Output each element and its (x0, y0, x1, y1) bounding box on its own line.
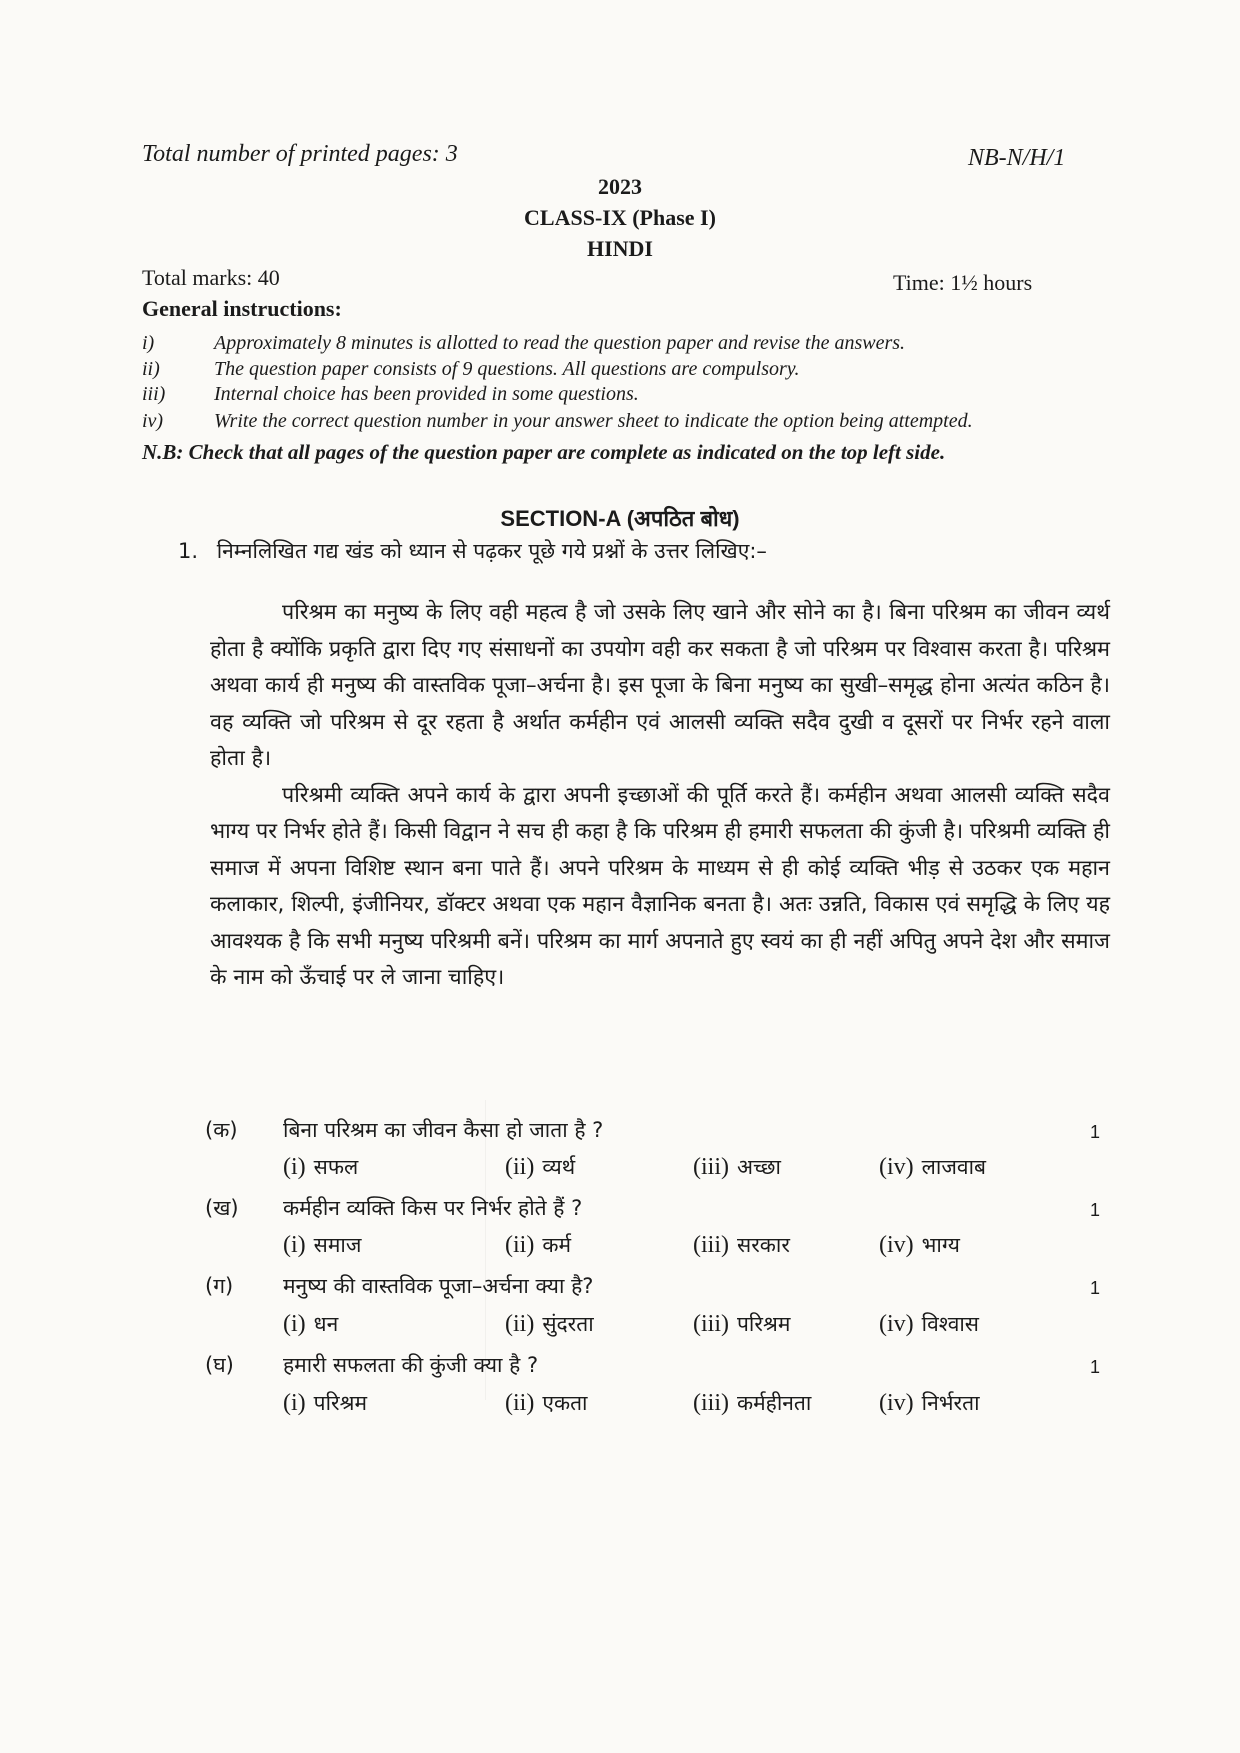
option-text: कर्महीनता (737, 1391, 812, 1415)
instruction-number: i) (142, 332, 155, 354)
total-marks: Total marks: 40 (142, 265, 280, 290)
time-allowed: Time: 1½ hours (893, 270, 1033, 295)
option (283, 1389, 367, 1417)
paper-code: NB-N/H/1 (968, 145, 1066, 171)
option-number: (i) (283, 1154, 306, 1180)
option-number: (ii) (505, 1232, 535, 1258)
option-number: (iv) (879, 1390, 914, 1416)
option-text: समाज (313, 1233, 362, 1257)
option-number: (iv) (879, 1154, 914, 1180)
instruction-number: ii) (142, 358, 160, 380)
option (283, 1231, 361, 1259)
option-text: भाग्य (921, 1233, 960, 1257)
option (283, 1310, 338, 1338)
instruction-text: Approximately 8 minutes is allotted to read the question paper and revise the answers. (214, 332, 906, 354)
exam-subject: HINDI (586, 236, 653, 261)
option (505, 1153, 575, 1181)
sub-question-label: (ग) (205, 1274, 234, 1298)
instruction-text: Write the correct question number in your answer sheet to indicate the option being attempted. (214, 410, 973, 432)
option (879, 1389, 980, 1417)
marks-value: 1 (1090, 1200, 1101, 1220)
option-text: अच्छा (737, 1155, 781, 1179)
option (879, 1153, 986, 1181)
option (283, 1153, 358, 1181)
option-text: धन (313, 1312, 339, 1336)
option-number: (iv) (879, 1232, 914, 1258)
question-text: निम्नलिखित गद्य खंड को ध्यान से पढ़कर पूछे गये प्रश्नों के उत्तर लिखिए:– (216, 539, 767, 563)
option (505, 1389, 587, 1417)
nb-note: N.B: Check that all pages of the question paper are complete as indicated on the top left side. (142, 440, 946, 464)
sub-question-text: हमारी सफलता की कुंजी क्या है ? (283, 1353, 539, 1377)
marks-value: 1 (1090, 1278, 1101, 1298)
option-number: (ii) (505, 1154, 535, 1180)
reading-passage (210, 595, 1110, 997)
option-text: सरकार (737, 1233, 790, 1257)
option (693, 1231, 790, 1259)
sub-question-text: बिना परिश्रम का जीवन कैसा हो जाता है ? (283, 1118, 604, 1142)
question-number: 1. (178, 539, 199, 563)
option-number: (i) (283, 1390, 306, 1416)
option-number: (iii) (693, 1232, 729, 1258)
instruction-number: iv) (142, 410, 164, 432)
marks-value: 1 (1090, 1122, 1101, 1142)
exam-year: 2023 (598, 174, 642, 199)
option-text: सफल (313, 1155, 359, 1179)
option-text: परिश्रम (737, 1312, 791, 1336)
option (505, 1310, 594, 1338)
question-1 (178, 537, 767, 565)
option-text: विश्वास (921, 1312, 980, 1336)
instruction-text: The question paper consists of 9 questions. All questions are compulsory. (214, 358, 800, 380)
option (879, 1310, 979, 1338)
option (693, 1153, 781, 1181)
sub-question-text: कर्महीन व्यक्ति किस पर निर्भर होते हैं ? (283, 1196, 583, 1220)
option (879, 1231, 960, 1259)
option-number: (iv) (879, 1311, 914, 1337)
scan-fold-line (485, 1100, 486, 1400)
instructions-title: General instructions: (142, 296, 342, 321)
option (693, 1310, 790, 1338)
instruction-number: iii) (142, 383, 166, 405)
instruction-text: Internal choice has been provided in some questions. (214, 383, 639, 405)
option-text: एकता (542, 1391, 588, 1415)
option-number: (iii) (693, 1311, 729, 1337)
exam-class: CLASS-IX (Phase I) (524, 205, 716, 230)
sub-question-label: (ख) (205, 1196, 239, 1220)
sub-question-text: मनुष्य की वास्तविक पूजा–अर्चना क्या है? (283, 1274, 594, 1298)
option-text: कर्म (542, 1233, 572, 1257)
marks-value: 1 (1090, 1357, 1101, 1377)
option (693, 1389, 811, 1417)
option-number: (iii) (693, 1154, 729, 1180)
sub-question-label: (क) (205, 1118, 238, 1142)
passage-paragraph: परिश्रमी व्यक्ति अपने कार्य के द्वारा अपनी इच्छाओं की पूर्ति करते हैं। कर्महीन अथवा आलसी व्यक्ति सदैव भाग्य पर निर्भर होते हैं। किसी विद्वान ने सच ही कहा है कि परिश्रम ही हमारी सफलता की कुंजी है। परिश्रमी व्यक्ति ही समाज में अपना विशिष्ट स्थान बना पाते हैं। अपने परिश्रम के माध्यम से ही कोई व्यक्ति भीड़ से उठकर एक महान कलाकार, शिल्पी, इंजीनियर, डॉक्टर अथवा एक महान वैज्ञानिक बनता है। अतः उन्नति, विकास एवं समृद्धि के लिए यह आवश्यक है कि सभी मनुष्य परिश्रमी बनें। परिश्रम का मार्ग अपनाते हुए स्वयं का ही नहीं अपितु अपने देश और समाज के नाम को ऊँचाई पर ले जाना चाहिए। (210, 782, 1110, 990)
section-title: SECTION-A (अपठित बोध) (500, 506, 740, 531)
option (505, 1231, 571, 1259)
option-text: निर्भरता (921, 1391, 980, 1415)
option-number: (ii) (505, 1311, 535, 1337)
sub-question-label: (घ) (205, 1353, 234, 1377)
option-text: परिश्रम (313, 1391, 368, 1415)
passage-paragraph: परिश्रम का मनुष्य के लिए वही महत्व है जो उसके लिए खाने और सोने का है। बिना परिश्रम का जीवन व्यर्थ होता है क्योंकि प्रकृति द्वारा दिए गए संसाधनों का उपयोग वही कर सकता है जो परिश्रम पर विश्वास करता है। परिश्रम अथवा कार्य ही मनुष्य की वास्तविक पूजा–अर्चना है। इस पूजा के बिना मनुष्य का सुखी–समृद्ध होना अत्यंत कठिन है। वह व्यक्ति जो परिश्रम से दूर रहता है अर्थात कर्महीन एवं आलसी व्यक्ति सदैव दुखी व दूसरों पर निर्भर रहने वाला होता है। (210, 600, 1110, 771)
option-number: (ii) (505, 1390, 535, 1416)
option-text: व्यर्थ (542, 1155, 576, 1179)
option-text: सुंदरता (542, 1312, 594, 1336)
option-text: लाजवाब (921, 1155, 987, 1179)
option-number: (iii) (693, 1390, 729, 1416)
option-number: (i) (283, 1311, 306, 1337)
printed-pages-note: Total number of printed pages: 3 (142, 141, 458, 167)
option-number: (i) (283, 1232, 306, 1258)
